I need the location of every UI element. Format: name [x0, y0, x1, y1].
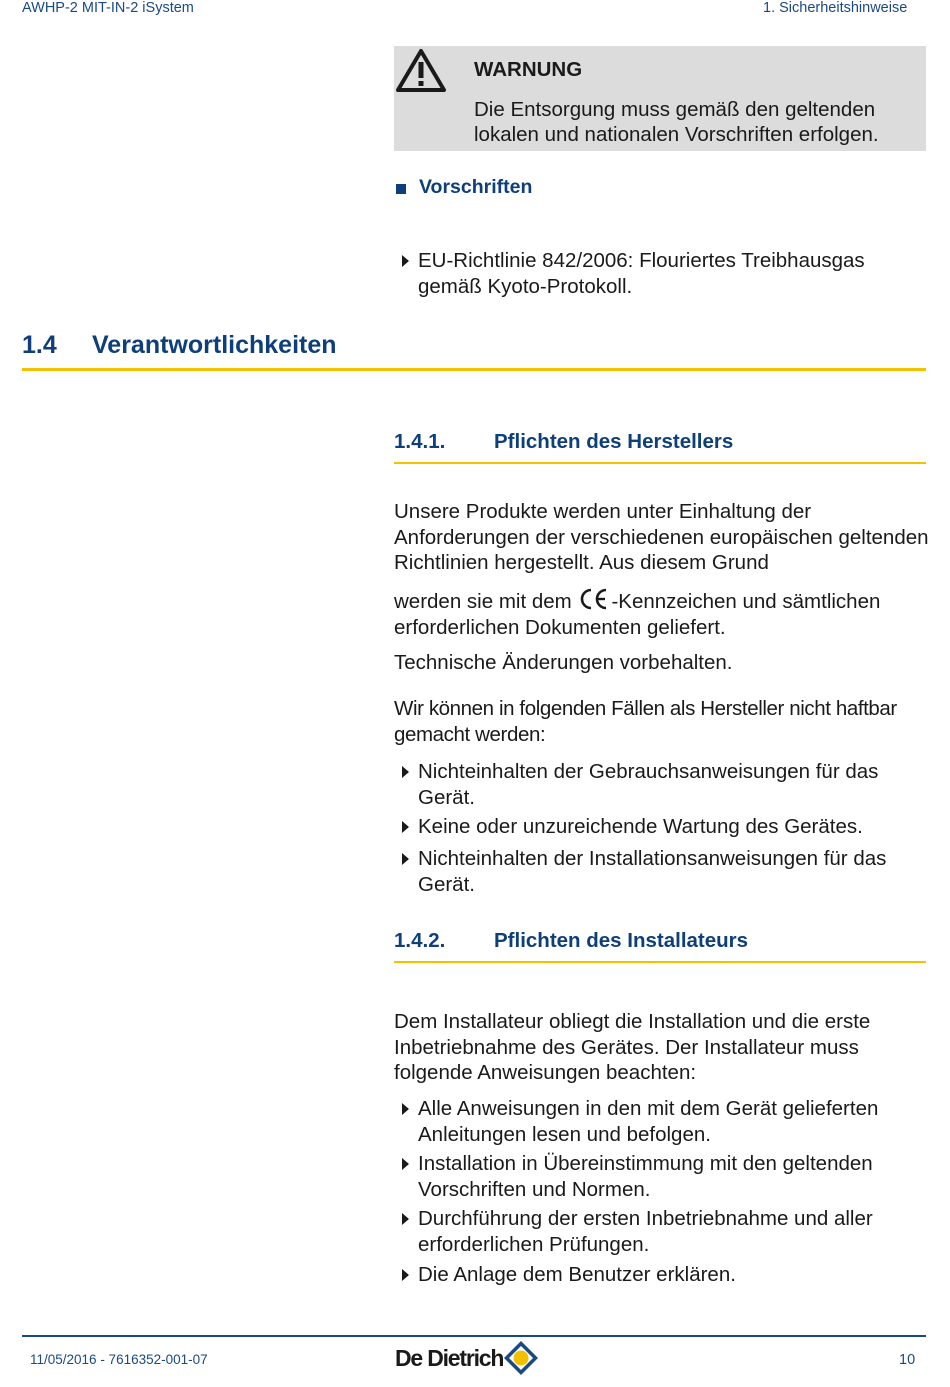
- list-item-text: Keine oder unzureichende Wartung des Gerätes.: [418, 815, 863, 838]
- triangle-bullet-icon: [402, 821, 409, 833]
- footer-date-reference: 11/05/2016 - 7616352-001-07: [30, 1352, 208, 1367]
- triangle-bullet-icon: [402, 1269, 409, 1281]
- paragraph: Wir können in folgenden Fällen als Hersteller nicht haftbar gemacht werden:: [394, 697, 897, 746]
- warning-triangle-icon: [394, 46, 448, 94]
- page-number: 10: [899, 1352, 916, 1368]
- triangle-bullet-icon: [402, 853, 409, 865]
- document-title: AWHP-2 MIT-IN-2 iSystem: [22, 0, 194, 16]
- vorschriften-heading: Vorschriften: [419, 176, 533, 198]
- diamond-logo-icon: [503, 1340, 539, 1376]
- warning-box: [394, 46, 926, 151]
- triangle-bullet-icon: [402, 1213, 409, 1225]
- ce-mark-icon: [579, 588, 609, 610]
- square-bullet-icon: [396, 184, 406, 194]
- paragraph-ce: [394, 588, 934, 640]
- list-item-text: EU-Richtlinie 842/2006: Flouriertes Treibhausgas gemäß Kyoto-Protokoll.: [418, 249, 865, 298]
- brand-name: De Dietrich: [395, 1344, 504, 1371]
- subsection-number: 1.4.1.: [394, 430, 446, 453]
- section-divider: [22, 368, 926, 371]
- subsection-number: 1.4.2.: [394, 929, 446, 952]
- paragraph: Technische Änderungen vorbehalten.: [394, 651, 733, 674]
- triangle-bullet-icon: [402, 766, 409, 778]
- list-item-text: Die Anlage dem Benutzer erklären.: [418, 1263, 736, 1286]
- chapter-title: 1. Sicherheitshinweise: [763, 0, 908, 16]
- list-item-text: Installation in Übereinstimmung mit den geltenden Vorschriften und Normen.: [418, 1152, 873, 1201]
- paragraph-text: werden sie mit dem: [394, 590, 572, 613]
- paragraph-text: -Kennzeichen und sämtlichen erforderlichen Dokumenten geliefert.: [394, 590, 881, 639]
- subsection-divider: [394, 961, 926, 963]
- subsection-divider: [394, 462, 926, 464]
- list-item-text: Alle Anweisungen in den mit dem Gerät gelieferten Anleitungen lesen und befolgen.: [418, 1097, 879, 1146]
- list-item-text: Nichteinhalten der Installationsanweisungen für das Gerät.: [418, 847, 887, 896]
- warning-title: WARNUNG: [474, 58, 583, 81]
- warning-text: Die Entsorgung muss gemäß den geltenden lokalen und nationalen Vorschriften erfolgen.: [474, 98, 879, 146]
- triangle-bullet-icon: [402, 255, 409, 267]
- de-dietrich-logo: [395, 1340, 539, 1376]
- list-item-text: Nichteinhalten der Gebrauchsanweisungen für das Gerät.: [418, 760, 879, 809]
- subsection-title: Pflichten des Installateurs: [494, 929, 749, 952]
- footer-divider: [22, 1335, 926, 1337]
- section-number: 1.4: [22, 331, 57, 359]
- paragraph: Unsere Produkte werden unter Einhaltung der Anforderungen der verschiedenen europäischen geltenden Richtlinien hergestellt. Aus diesem Grund: [394, 500, 929, 574]
- section-title: Verantwortlichkeiten: [92, 331, 337, 359]
- paragraph: Dem Installateur obliegt die Installation und die erste Inbetriebnahme des Gerätes. Der Installateur muss folgende Anweisungen beachten:: [394, 1010, 871, 1084]
- triangle-bullet-icon: [402, 1103, 409, 1115]
- triangle-bullet-icon: [402, 1158, 409, 1170]
- subsection-title: Pflichten des Herstellers: [494, 430, 734, 453]
- list-item-text: Durchführung der ersten Inbetriebnahme und aller erforderlichen Prüfungen.: [418, 1207, 873, 1256]
